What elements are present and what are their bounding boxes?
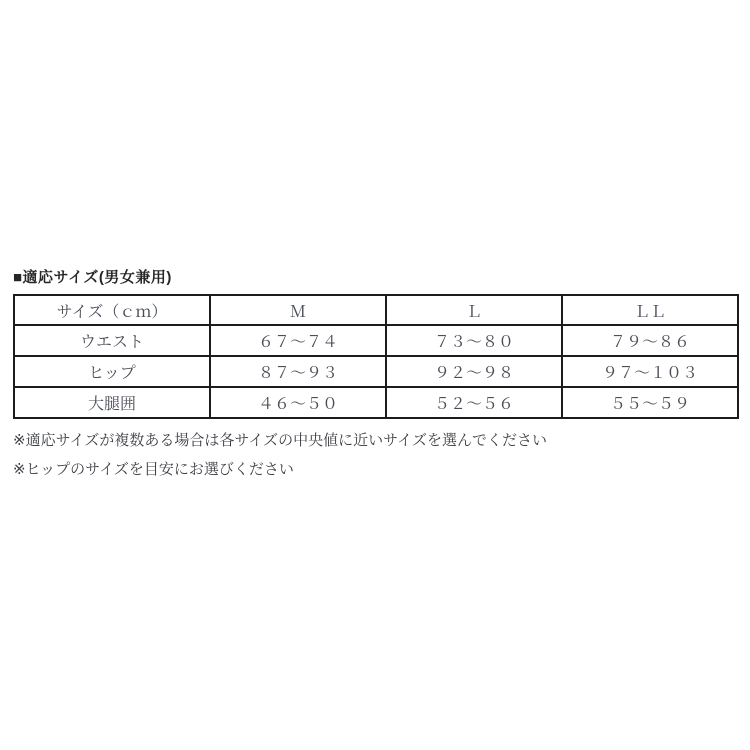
header-cell-m: Ｍ (210, 295, 386, 325)
thigh-value-ll: ５５～５９ (562, 387, 738, 418)
header-cell-size-cm: サイズ（ｃｍ） (14, 295, 210, 325)
size-chart-title: ■適応サイズ(男女兼用) (13, 269, 172, 286)
waist-value-m: ６７～７４ (210, 325, 386, 356)
size-table-header-row (14, 295, 738, 325)
waist-value-ll: ７９～８６ (562, 325, 738, 356)
row-label-waist: ウエスト (14, 325, 210, 356)
hip-value-ll: ９７～１０３ (562, 356, 738, 387)
header-cell-ll: ＬＬ (562, 295, 738, 325)
table-row-hip (14, 356, 738, 387)
table-row-thigh (14, 387, 738, 418)
hip-value-m: ８７～９３ (210, 356, 386, 387)
row-label-hip: ヒップ (14, 356, 210, 387)
thigh-value-l: ５２～５６ (386, 387, 562, 418)
size-chart-notes (13, 426, 737, 484)
row-label-thigh: 大腿囲 (14, 387, 210, 418)
note-median-size: ※適応サイズが複数ある場合は各サイズの中央値に近いサイズを選んでください (13, 432, 547, 449)
size-chart-section (13, 269, 737, 484)
note-hip-guideline: ※ヒップのサイズを目安にお選びください (13, 461, 294, 478)
table-row-waist (14, 325, 738, 356)
waist-value-l: ７３～８０ (386, 325, 562, 356)
hip-value-l: ９２～９８ (386, 356, 562, 387)
size-table (13, 294, 739, 419)
thigh-value-m: ４６～５０ (210, 387, 386, 418)
header-cell-l: Ｌ (386, 295, 562, 325)
